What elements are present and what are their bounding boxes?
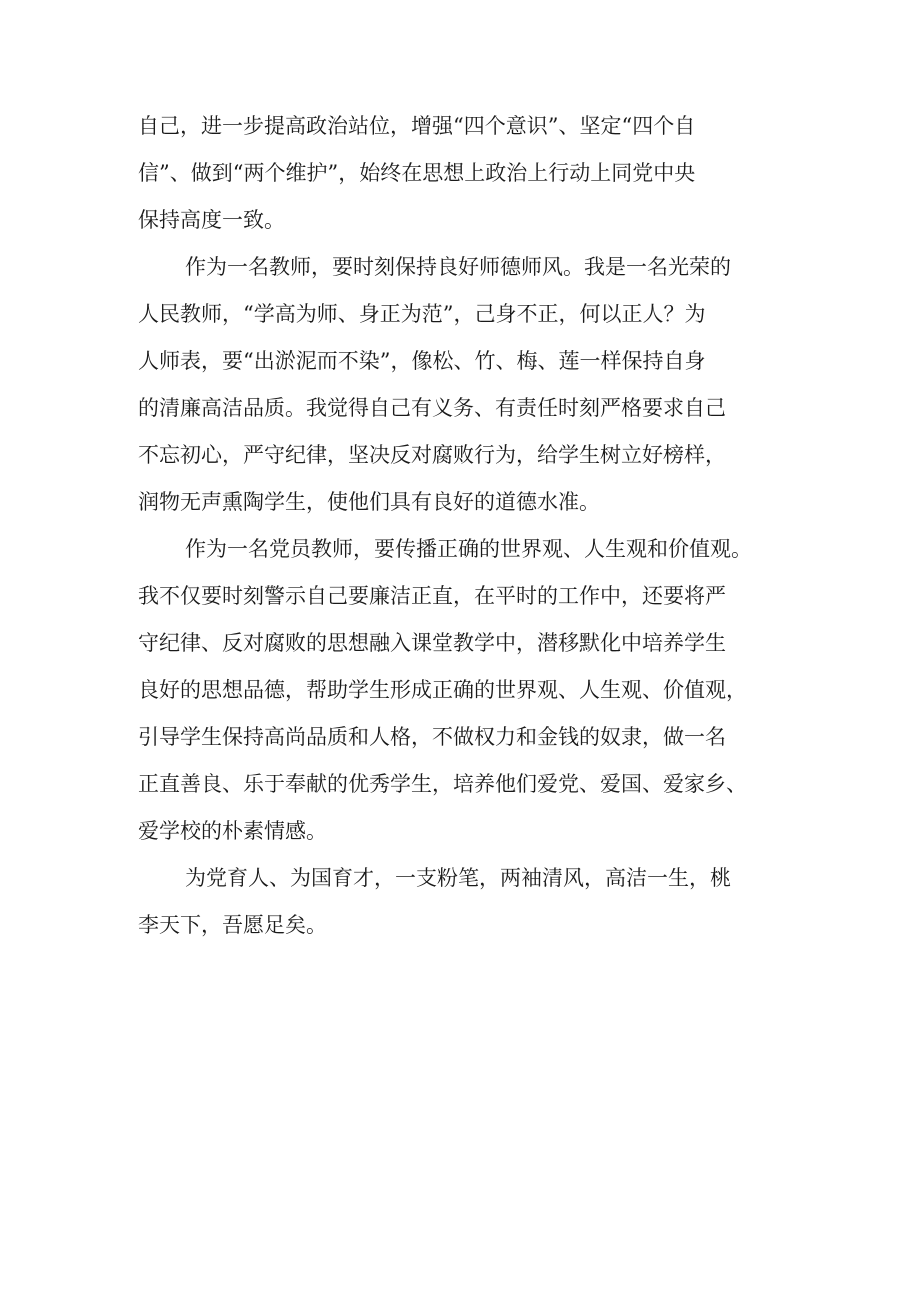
paragraph-2 [138,244,798,526]
text-line: 不忘初心，严守纪律，坚决反对腐败行为，给学生树立好榜样， [138,443,726,467]
text-line: 自己，进一步提高政治站位，增强“四个意识”、坚定“四个自 [138,114,696,138]
text-line: 爱学校的朴素情感。 [138,819,327,843]
text-line: 信”、做到“两个维护”，始终在思想上政治上行动上同党中央 [138,161,696,185]
text-line: 正直善良、乐于奉献的优秀学生，培养他们爱党、爱国、爱家乡、 [138,772,747,796]
text-line: 我不仅要时刻警示自己要廉洁正直，在平时的工作中，还要将严 [138,584,726,608]
text-line: 保持高度一致。 [138,208,285,232]
text-line: 为党育人、为国育才，一支粉笔，两袖清风，高洁一生，桃 [185,866,731,890]
text-line: 作为一名教师，要时刻保持良好师德师风。我是一名光荣的 [185,255,731,279]
text-line: 作为一名党员教师，要传播正确的世界观、人生观和价值观。 [185,537,752,561]
text-line: 良好的思想品德，帮助学生形成正确的世界观、人生观、价值观， [138,678,747,702]
text-line: 润物无声熏陶学生，使他们具有良好的道德水准。 [138,490,600,514]
text-line: 引导学生保持高尚品质和人格，不做权力和金钱的奴隶，做一名 [138,725,726,749]
paragraph-1 [138,103,798,244]
text-line: 人民教师，“学高为师、身正为范”，己身不正，何以正人？为 [138,302,706,326]
document-body [138,103,798,949]
text-line: 人师表，要“出淤泥而不染”，像松、竹、梅、莲一样保持自身 [138,349,706,373]
text-line: 的清廉高洁品质。我觉得自己有义务、有责任时刻严格要求自己 [138,396,726,420]
paragraph-4 [138,855,798,949]
text-line: 守纪律、反对腐败的思想融入课堂教学中，潜移默化中培养学生 [138,631,726,655]
paragraph-3 [138,526,798,855]
text-line: 李天下，吾愿足矣。 [138,913,327,937]
